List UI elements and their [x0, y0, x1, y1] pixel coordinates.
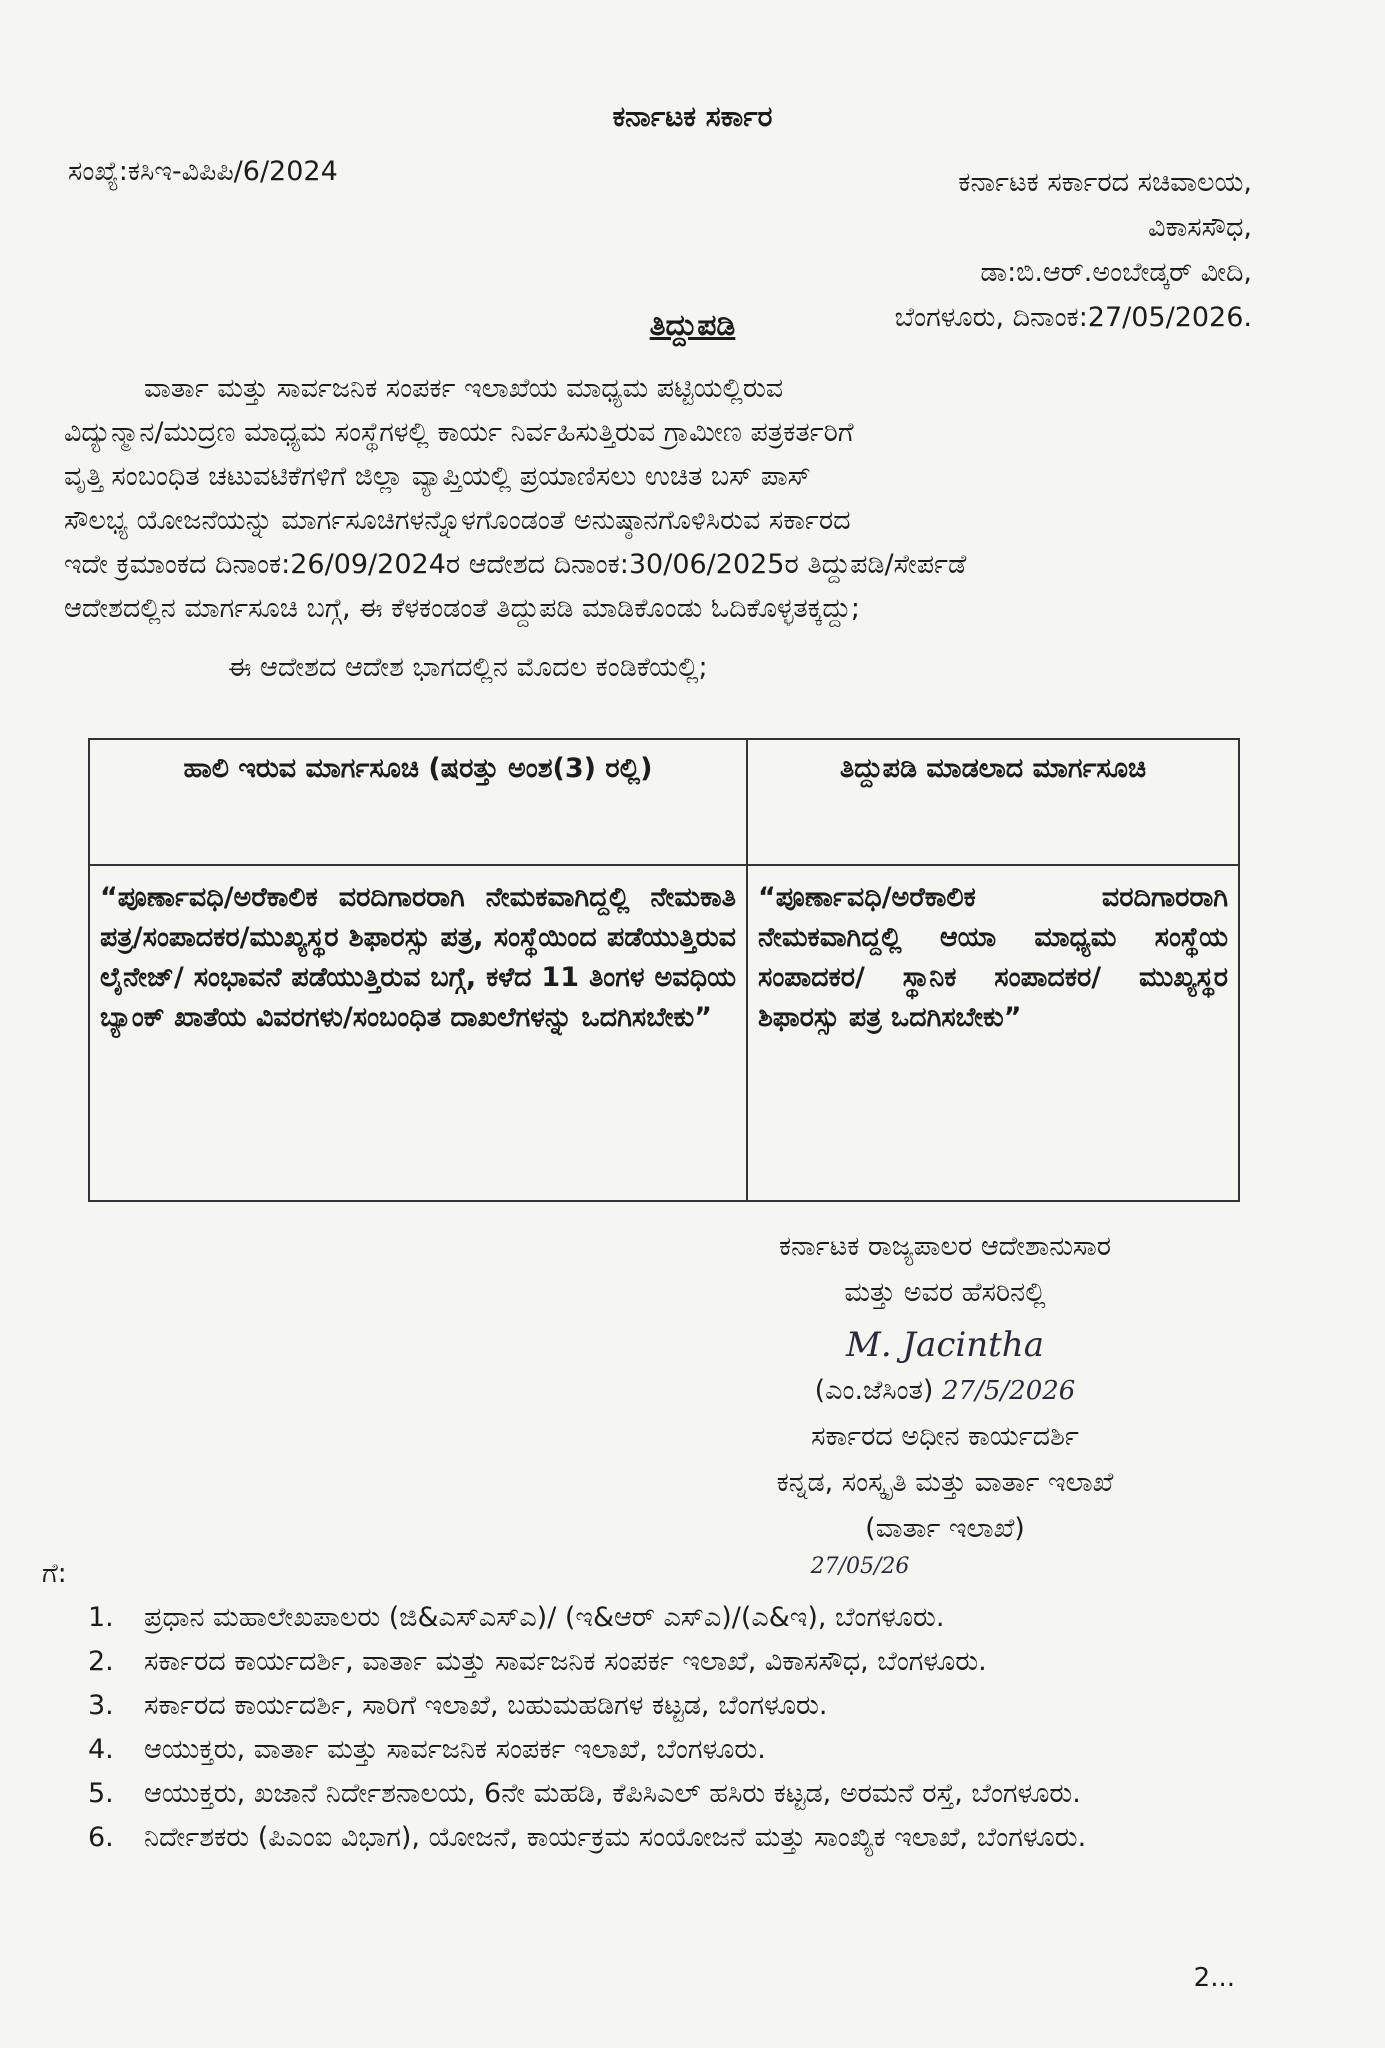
authority-line: ಮತ್ತು ಅವರ ಹೆಸರಿನಲ್ಲಿ	[844, 1277, 1046, 1308]
recipient-text: ಆಯುಕ್ತರು, ಖಜಾನೆ ನಿರ್ದೇಶನಾಲಯ, 6ನೇ ಮಹಡಿ, ಕೆಪಿಸಿಎಲ್ ಹಸಿರು ಕಟ್ಟಡ, ಅರಮನೆ ರಸ್ತೆ, ಬೆಂಗಳೂರು.	[144, 1778, 1081, 1809]
body-paragraph	[64, 367, 1276, 631]
list-number: 3.	[88, 1690, 114, 1721]
amended-guideline-text: “ಪೂರ್ಣಾವಧಿ/ಅರೆಕಾಲಿಕ ವರದಿಗಾರರಾಗಿ ನೇಮಕವಾಗಿದ್ದಲ್ಲಿ ಆಯಾ ಮಾಧ್ಯಮ ಸಂಸ್ಥೆಯ ಸಂಪಾದಕರ/ ಸ್ಥಾನಿಕ ಸಂಪಾದಕರ/ ಮುಖ್ಯಸ್ಥರ ಶಿಫಾರಸ್ಸು ಪತ್ರ ಒದಗಿಸಬೇಕು”	[747, 865, 1239, 1201]
table-row	[89, 865, 1239, 1201]
intro-line: ಈ ಆದೇಶದ ಆದೇಶ ಭಾಗದಲ್ಲಿನ ಮೊದಲ ಕಂಡಿಕೆಯಲ್ಲಿ;	[228, 652, 708, 683]
recipient-text: ಸರ್ಕಾರದ ಕಾರ್ಯದರ್ಶಿ, ವಾರ್ತಾ ಮತ್ತು ಸಾರ್ವಜನಿಕ ಸಂಪರ್ಕ ಇಲಾಖೆ, ವಿಕಾಸಸೌಧ, ಬೆಂಗಳೂರು.	[144, 1646, 987, 1677]
amended-guideline-header: ತಿದ್ದುಪಡಿ ಮಾಡಲಾದ ಮಾರ್ಗಸೂಚಿ	[747, 739, 1239, 865]
signatory-name: (ಎಂ.ಜೆಸಿಂತ)	[814, 1375, 934, 1406]
list-number: 5.	[88, 1778, 114, 1809]
paragraph-line: ಸೌಲಭ್ಯ ಯೋಜನೆಯನ್ನು ಮಾರ್ಗಸೂಚಿಗಳನ್ನೊಳಗೊಂಡಂತೆ ಅನುಷ್ಠಾನಗೊಳಿಸಿರುವ ಸರ್ಕಾರದ	[64, 505, 851, 536]
page-number: 2...	[1193, 1963, 1235, 1993]
to-label: ಗೆ:	[42, 1558, 67, 1589]
recipient-text: ಸರ್ಕಾರದ ಕಾರ್ಯದರ್ಶಿ, ಸಾರಿಗೆ ಇಲಾಖೆ, ಬಹುಮಹಡಿಗಳ ಕಟ್ಟಡ, ಬೆಂಗಳೂರು.	[144, 1690, 828, 1721]
paragraph-line: ವಿದ್ಯುನ್ಮಾನ/ಮುದ್ರಣ ಮಾಧ್ಯಮ ಸಂಸ್ಥೆಗಳಲ್ಲಿ ಕಾರ್ಯ ನಿರ್ವಹಿಸುತ್ತಿರುವ ಗ್ರಾಮೀಣ ಪತ್ರಕರ್ತರಿಗೆ	[64, 417, 854, 448]
signature-block	[665, 1224, 1225, 1582]
table-header-row	[89, 739, 1239, 865]
address-line: ವಿಕಾಸಸೌಧ,	[1148, 212, 1252, 243]
handwritten-date: 27/5/2026	[942, 1376, 1076, 1406]
handwritten-signature: M. Jacintha	[846, 1325, 1044, 1365]
list-number: 6.	[88, 1822, 114, 1853]
address-line: ಡಾ:ಬಿ.ಆರ್.ಅಂಬೇಡ್ಕರ್ ವೀದಿ,	[980, 257, 1252, 288]
list-number: 2.	[88, 1646, 114, 1677]
recipient-text: ಪ್ರಧಾನ ಮಹಾಲೇಖಪಾಲರು (ಜಿ&ಎಸ್ಎಸ್ಎ)/ (ಇ&ಆರ್ ಎಸ್ಎ)/(ಎ&ಇ), ಬೆಂಗಳೂರು.	[144, 1602, 945, 1633]
authority-line: ಕರ್ನಾಟಕ ರಾಜ್ಯಪಾಲರ ಆದೇಶಾನುಸಾರ	[778, 1231, 1112, 1262]
list-item	[88, 1818, 1273, 1858]
list-number: 4.	[88, 1734, 114, 1765]
guideline-comparison-table	[88, 738, 1240, 1202]
recipient-text: ನಿರ್ದೇಶಕರು (ಪಿಎಂಐ ವಿಭಾಗ), ಯೋಜನೆ, ಕಾರ್ಯಕ್ರಮ ಸಂಯೋಜನೆ ಮತ್ತು ಸಾಂಖ್ಯಿಕ ಇಲಾಖೆ, ಬೆಂಗಳೂರು.	[144, 1822, 1087, 1853]
list-item	[88, 1686, 1273, 1726]
signatory-designation: ಸರ್ಕಾರದ ಅಧೀನ ಕಾರ್ಯದರ್ಶಿ	[811, 1421, 1079, 1452]
paragraph-line: ವೃತ್ತಿ ಸಂಬಂಧಿತ ಚಟುವಟಿಕೆಗಳಿಗೆ ಜಿಲ್ಲಾ ವ್ಯಾಪ್ತಿಯಲ್ಲಿ ಪ್ರಯಾಣಿಸಲು ಉಚಿತ ಬಸ್ ಪಾಸ್	[64, 461, 811, 492]
paragraph-line: ವಾರ್ತಾ ಮತ್ತು ಸಾರ್ವಜನಿಕ ಸಂಪರ್ಕ ಇಲಾಖೆಯ ಮಾಧ್ಯಮ ಪಟ್ಟಿಯಲ್ಲಿರುವ	[144, 373, 784, 404]
list-item	[88, 1642, 1273, 1682]
government-title: ಕರ್ನಾಟಕ ಸರ್ಕಾರ	[612, 100, 773, 133]
existing-guideline-header: ಹಾಲಿ ಇರುವ ಮಾರ್ಗಸೂಚಿ (ಷರತ್ತು ಅಂಶ(3) ರಲ್ಲಿ)	[89, 739, 747, 865]
recipient-list	[88, 1598, 1273, 1862]
order-number: ಸಂಖ್ಯೆ:ಕಸಿಇ-ವಿಪಿಪಿ/6/2024	[68, 156, 338, 187]
addendum-title: ತಿದ್ದುಪಡಿ	[649, 308, 736, 343]
signatory-subdepartment: (ವಾರ್ತಾ ಇಲಾಖೆ)	[865, 1513, 1025, 1544]
existing-guideline-text: “ಪೂರ್ಣಾವಧಿ/ಅರೆಕಾಲಿಕ ವರದಿಗಾರರಾಗಿ ನೇಮಕವಾಗಿದ್ದಲ್ಲಿ ನೇಮಕಾತಿ ಪತ್ರ/ಸಂಪಾದಕರ/ಮುಖ್ಯಸ್ಥರ ಶಿಫಾರಸ್ಸು ಪತ್ರ, ಸಂಸ್ಥೆಯಿಂದ ಪಡೆಯುತ್ತಿರುವ ಲೈನೇಜ್/ ಸಂಭಾವನೆ ಪಡೆಯುತ್ತಿರುವ ಬಗ್ಗೆ, ಕಳೆದ 11 ತಿಂಗಳ ಅವಧಿಯ ಬ್ಯಾಂಕ್ ಖಾತೆಯ ವಿವರಗಳು/ಸಂಬಂಧಿತ ದಾಖಲೆಗಳನ್ನು ಒದಗಿಸಬೇಕು”	[89, 865, 747, 1201]
list-item	[88, 1774, 1273, 1814]
paragraph-line: ಇದೇ ಕ್ರಮಾಂಕದ ದಿನಾಂಕ:26/09/2024ರ ಆದೇಶದ ದಿನಾಂಕ:30/06/2025ರ ತಿದ್ದುಪಡಿ/ಸೇರ್ಪಡೆ	[64, 549, 967, 580]
address-line: ಕರ್ನಾಟಕ ಸರ್ಕಾರದ ಸಚಿವಾಲಯ,	[958, 167, 1252, 198]
list-item	[88, 1598, 1273, 1638]
signatory-name-row	[665, 1368, 1225, 1414]
list-number: 1.	[88, 1602, 114, 1633]
address-line-date: ಬೆಂಗಳೂರು, ದಿನಾಂಕ:27/05/2026.	[894, 302, 1252, 333]
initial-date: 27/05/26	[810, 1554, 910, 1579]
list-item	[88, 1730, 1273, 1770]
signatory-department: ಕನ್ನಡ, ಸಂಸ್ಕೃತಿ ಮತ್ತು ವಾರ್ತಾ ಇಲಾಖೆ	[776, 1467, 1114, 1498]
paragraph-line: ಆದೇಶದಲ್ಲಿನ ಮಾರ್ಗಸೂಚಿ ಬಗ್ಗೆ, ಈ ಕೆಳಕಂಡಂತೆ ತಿದ್ದುಪಡಿ ಮಾಡಿಕೊಂಡು ಓದಿಕೊಳ್ಳತಕ್ಕದ್ದು;	[64, 593, 860, 624]
recipient-text: ಆಯುಕ್ತರು, ವಾರ್ತಾ ಮತ್ತು ಸಾರ್ವಜನಿಕ ಸಂಪರ್ಕ ಇಲಾಖೆ, ಬೆಂಗಳೂರು.	[144, 1734, 766, 1765]
